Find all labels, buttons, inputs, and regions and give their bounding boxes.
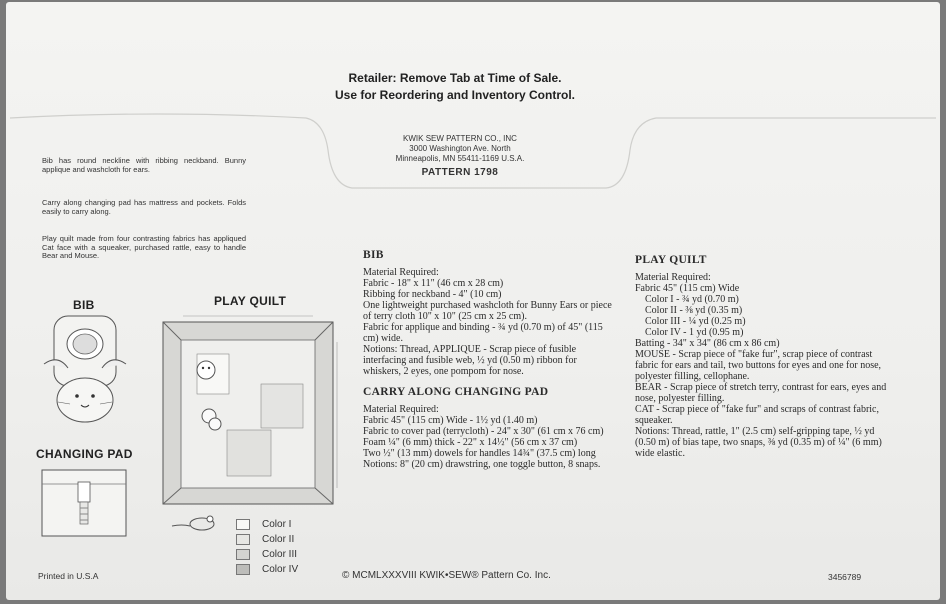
changing-pad-illustration [38,462,130,544]
company-address [360,134,560,178]
company-street: 3000 Washington Ave. North [409,144,511,153]
changing-pad-figure-label: CHANGING PAD [36,447,133,461]
company-name: KWIK SEW PATTERN CO., INC [403,134,517,143]
legend-label: Color IV [262,564,299,575]
material-line: Batting - 34" x 34" (86 cm x 86 cm) [635,338,780,349]
material-line: Fabric 45" (115 cm) Wide [635,283,740,294]
color-requirement: Color IV - 1 yd (0.95 m) [645,327,744,338]
material-line: One lightweight purchased washcloth for Bunny Ears or piece of terry cloth 10" x 10" (25 cm x 25 cm). [363,300,612,322]
material-line: Material Required: [363,404,439,415]
color-requirement: Color II - ⅜ yd (0.35 m) [645,305,743,316]
legend-item [236,547,298,562]
bib-description: Bib has round neckline with ribbing neckband. Bunny applique and washcloth for ears. [42,156,246,174]
material-line: Two ½" (13 mm) dowels for handles 14¾" (37.5 cm) long [363,448,596,459]
color-swatch [236,564,250,575]
legend-label: Color II [262,534,295,545]
quilt-materials-column [635,255,887,459]
material-line: MOUSE - Scrap piece of "fake fur", scrap piece of contrast fabric for ears and tail, two buttons for eyes and one for nose, polyester filling, cellophane. [635,349,882,382]
material-line: Foam ¼" (6 mm) thick - 22" x 14½" (56 cm x 37 cm) [363,437,578,448]
color-swatch [236,534,250,545]
color-swatch [236,519,250,530]
bib-section-title: BIB [363,249,384,261]
material-line: Notions: 8" (20 cm) drawstring, one toggle button, 8 snaps. [363,459,601,470]
material-line: Ribbing for neckband - 4" (10 cm) [363,289,502,300]
color-requirement: Color I - ¾ yd (0.70 m) [645,294,739,305]
mouse-illustration [168,512,220,532]
retailer-notice [300,70,610,104]
legend-item [236,562,298,577]
material-line: Fabric for applique and binding - ¾ yd (0.70 m) of 45" (115 cm) wide. [363,322,603,344]
legend-label: Color I [262,519,292,530]
play-quilt-figure-label: PLAY QUILT [214,294,287,308]
pad-section-title: CARRY ALONG CHANGING PAD [363,386,549,398]
retailer-line-1: Retailer: Remove Tab at Time of Sale. [348,71,562,85]
material-line: Fabric 45" (115 cm) Wide - 1½ yd (1.40 m) [363,415,538,426]
material-line: Fabric - 18" x 11" (46 cm x 28 cm) [363,278,504,289]
bib-figure-label: BIB [73,298,95,312]
material-line: CAT - Scrap piece of "fake fur" and scraps of contrast fabric, squeaker. [635,404,879,426]
material-line: Material Required: [363,267,439,278]
quilt-section-title: PLAY QUILT [635,254,707,266]
color-legend [236,517,298,577]
material-line: BEAR - Scrap piece of stretch terry, contrast for ears, eyes and nose, polyester filling. [635,382,887,404]
printed-in-label: Printed in U.S.A [38,571,99,581]
color-requirement: Color III - ¼ yd (0.25 m) [645,316,746,327]
pattern-number: PATTERN 1798 [421,167,499,178]
material-line: Fabric to cover pad (terrycloth) - 24" x 30" (61 cm x 76 cm) [363,426,604,437]
legend-item [236,532,298,547]
legend-label: Color III [262,549,298,560]
color-swatch [236,549,250,560]
material-line: Notions: Thread, rattle, 1" (2.5 cm) self-gripping tape, ½ yd (0.50 m) of bias tape, two snaps, ⅜ yd (0.35 m) of ¼" (6 mm) wide elastic. [635,426,882,459]
retailer-line-2: Use for Reordering and Inventory Control. [334,88,576,102]
bib-illustration [34,312,134,432]
bib-materials-column [363,250,617,470]
play-quilt-illustration [161,312,351,512]
company-city: Minneapolis, MN 55411-1169 U.S.A. [395,154,525,163]
inventory-code: 3456789 [828,572,862,582]
pad-description: Carry along changing pad has mattress and pockets. Folds easily to carry along. [42,198,246,216]
material-line: Notions: Thread, APPLIQUE - Scrap piece of fusible interfacing and fusible web, ½ yd (0.50 m) ribbon for whiskers, 2 eyes, one pompom for nose. [363,344,577,377]
copyright-line: © MCMLXXXVIII KWIK•SEW® Pattern Co. Inc. [342,570,551,581]
quilt-description: Play quilt made from four contrasting fabrics has appliqued Cat face with a squeaker, purchased rattle, easy to handle Bear and Mouse. [42,234,246,261]
legend-item [236,517,298,532]
material-line: Material Required: [635,272,711,283]
